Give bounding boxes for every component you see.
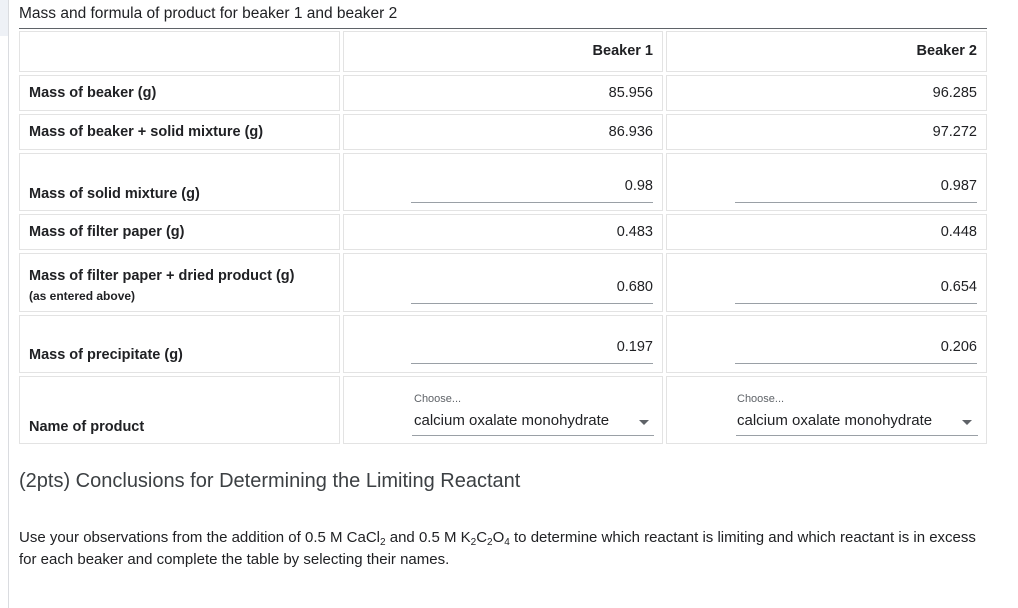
input-underline (411, 303, 653, 304)
beaker2-mass-filter-product-input[interactable] (666, 253, 987, 312)
instruction-text: and 0.5 M K (385, 529, 471, 546)
beaker2-value-cell (666, 214, 987, 250)
beaker1-mass-filter-product-input[interactable] (343, 253, 663, 312)
beaker1-value-cell (343, 75, 663, 111)
conclusions-heading: (2pts) Conclusions for Determining the Limiting Reactant (19, 470, 521, 492)
chevron-down-icon[interactable] (639, 420, 649, 425)
input-underline (735, 363, 977, 364)
input-underline (411, 202, 653, 203)
beaker1-mass-precipitate-value[interactable]: 0.197 (616, 339, 653, 355)
table-row-mass-filter-product (19, 253, 987, 312)
table-row-mass-precipitate (19, 315, 987, 373)
table-row-mass-beaker-solid (19, 114, 987, 150)
beaker2-mass-solid-input[interactable] (666, 153, 987, 211)
beaker1-mass-precipitate-input[interactable] (343, 315, 663, 373)
input-underline (411, 363, 653, 364)
beaker2-value-cell (666, 75, 987, 111)
subscript: 4 (504, 537, 510, 548)
header-beaker1-cell (343, 31, 663, 72)
beaker2-mass-beaker-solid: 97.272 (932, 124, 977, 140)
beaker1-product-select[interactable] (343, 376, 663, 444)
row-label: Mass of beaker (g) (29, 85, 157, 101)
instruction-text: C (476, 529, 488, 546)
row-label: Mass of beaker + solid mixture (g) (29, 124, 264, 140)
beaker1-mass-solid-input[interactable] (343, 153, 663, 211)
results-table (19, 31, 987, 447)
subscript: 2 (380, 537, 386, 548)
section-title: Mass and formula of product for beaker 1 and beaker 2 (19, 5, 398, 22)
row-sublabel: (as entered above) (29, 289, 136, 303)
beaker2-mass-precipitate-value[interactable]: 0.206 (940, 339, 977, 355)
row-label: Mass of filter paper + dried product (g) (29, 268, 295, 284)
top-accent-bar (0, 0, 8, 36)
label-cell (19, 214, 340, 250)
subscript: 2 (470, 537, 477, 548)
row-label: Mass of solid mixture (g) (29, 186, 200, 202)
input-underline (735, 303, 977, 304)
beaker2-product-select[interactable] (666, 376, 987, 444)
select-underline (736, 435, 978, 436)
select-underline (412, 435, 654, 436)
table-row-mass-filter (19, 214, 987, 250)
beaker2-mass-solid-value[interactable]: 0.987 (940, 178, 977, 194)
chevron-down-icon[interactable] (962, 420, 972, 425)
beaker2-mass-filter-product-value[interactable]: 0.654 (940, 279, 977, 295)
table-row-mass-solid (19, 153, 987, 211)
row-label: Mass of precipitate (g) (29, 347, 183, 363)
beaker2-mass-beaker: 96.285 (932, 85, 977, 101)
beaker2-product-selected[interactable]: calcium oxalate monohydrate (737, 412, 933, 429)
row-label: Name of product (29, 419, 145, 435)
select-hint: Choose... (414, 393, 462, 405)
instruction-text: O (492, 529, 505, 546)
instruction-text: to determine which reactant is limiting and which reactant is in excess for each beaker and complete the table by selecting their names. (19, 529, 976, 568)
title-divider (19, 28, 987, 29)
label-cell (19, 376, 340, 444)
label-cell (19, 315, 340, 373)
label-cell (19, 153, 340, 211)
beaker2-mass-precipitate-input[interactable] (666, 315, 987, 373)
beaker1-mass-beaker-solid: 86.936 (608, 124, 653, 140)
beaker2-mass-filter: 0.448 (940, 224, 977, 240)
table-row-product-name (19, 376, 987, 444)
beaker1-product-selected[interactable]: calcium oxalate monohydrate (414, 412, 610, 429)
select-hint: Choose... (737, 393, 785, 405)
header-beaker2-cell (666, 31, 987, 72)
beaker2-value-cell (666, 114, 987, 150)
beaker1-mass-filter-product-value[interactable]: 0.680 (616, 279, 653, 295)
label-cell (19, 253, 340, 312)
beaker1-mass-filter: 0.483 (616, 224, 653, 240)
instruction-text: Use your observations from the addition of 0.5 M CaCl (19, 529, 381, 546)
beaker1-mass-beaker: 85.956 (608, 85, 653, 101)
row-label: Mass of filter paper (g) (29, 224, 185, 240)
table-row-mass-beaker (19, 75, 987, 111)
left-border (8, 0, 9, 608)
label-cell (19, 75, 340, 111)
table-header-row (19, 31, 987, 72)
header-beaker1: Beaker 1 (592, 43, 653, 59)
label-cell (19, 114, 340, 150)
input-underline (735, 202, 977, 203)
conclusions-instructions (19, 527, 984, 571)
beaker1-value-cell (343, 214, 663, 250)
header-empty-cell (19, 31, 340, 72)
header-beaker2: Beaker 2 (916, 43, 977, 59)
beaker1-mass-solid-value[interactable]: 0.98 (624, 178, 653, 194)
beaker1-value-cell (343, 114, 663, 150)
subscript: 2 (487, 537, 493, 548)
